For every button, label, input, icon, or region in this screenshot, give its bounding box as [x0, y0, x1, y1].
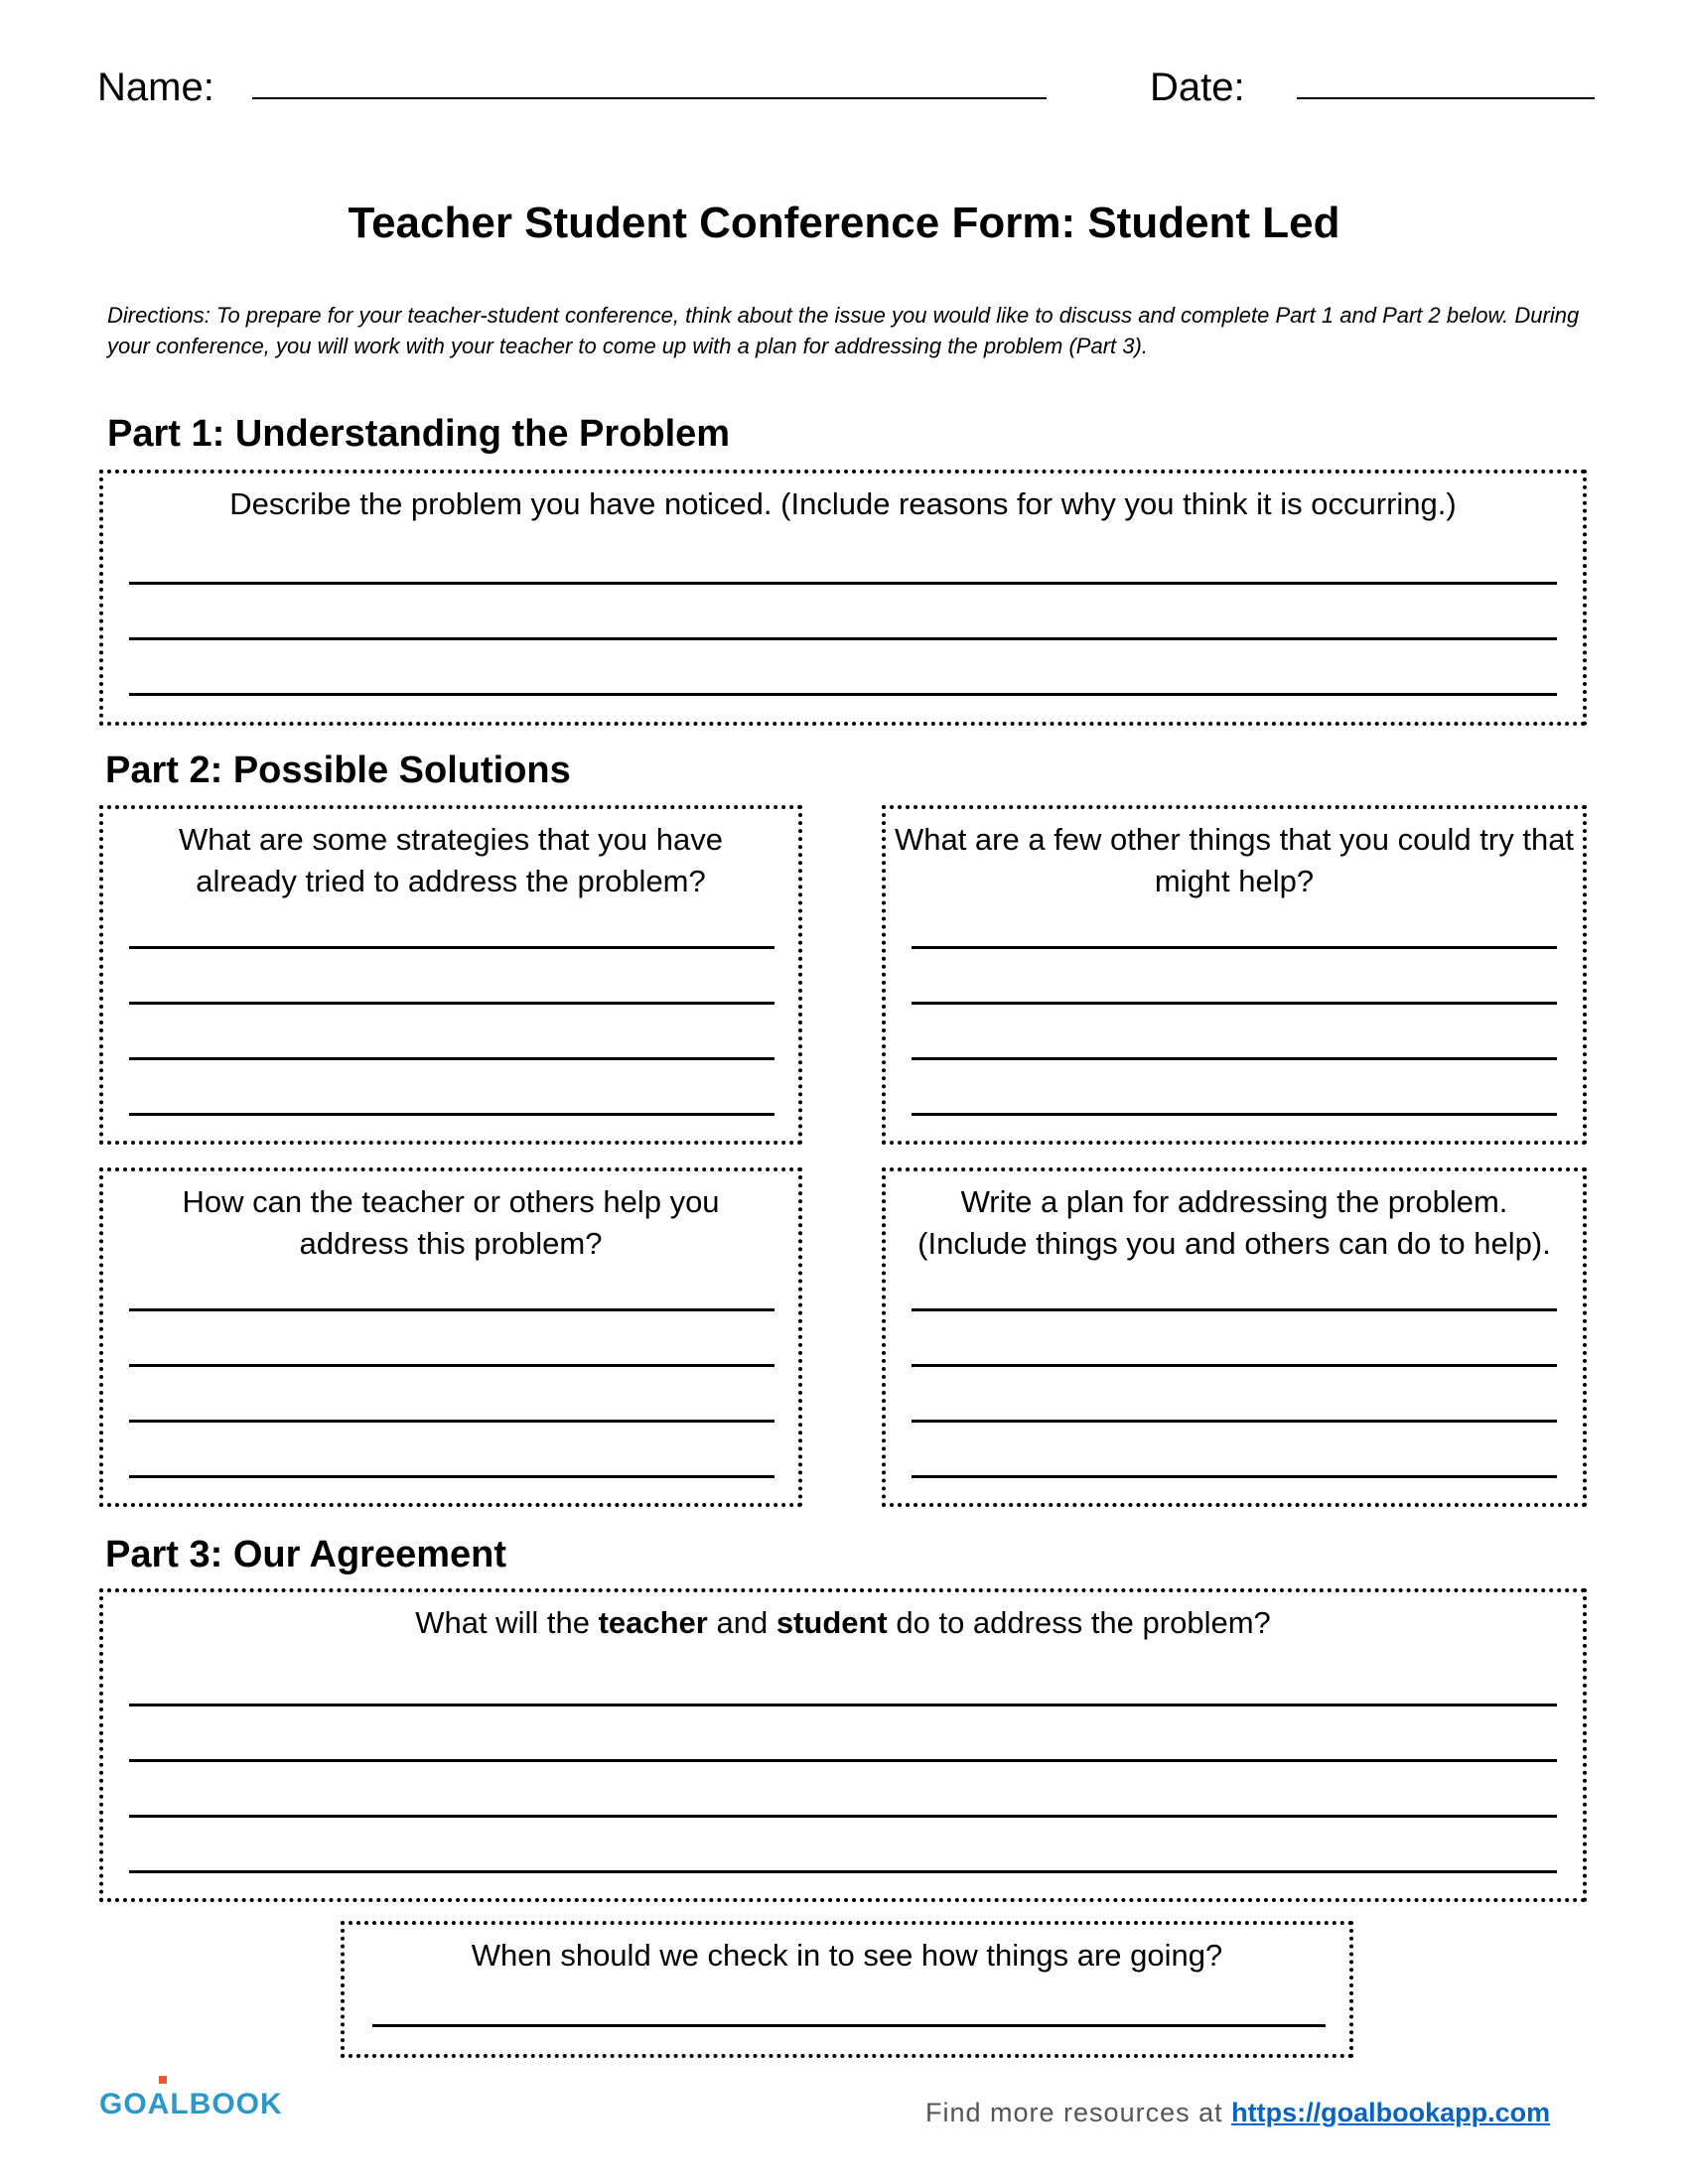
directions-text: Directions: To prepare for your teacher-student conference, think about the issue you would like to discuss and complete Part 1 and Part 2 below. During your conference, you will work with your teacher to come up with a plan for addressing the problem (Part 3). — [107, 303, 1580, 358]
part2-box3-write-line-4[interactable] — [129, 1475, 774, 1478]
checkin-box — [341, 1921, 1353, 2058]
part3-write-line-4[interactable] — [129, 1870, 1557, 1873]
part2-box2-write-line-1[interactable] — [912, 946, 1557, 949]
part2-box-tried-strategies — [99, 805, 802, 1145]
part1-box — [99, 470, 1587, 726]
footer-resources — [925, 2098, 1550, 2128]
part2-box2-write-line-4[interactable] — [912, 1113, 1557, 1116]
part3-agreement-box — [99, 1588, 1587, 1902]
part3-heading: Part 3: Our Agreement — [105, 1534, 507, 1575]
part2-box4-write-line-4[interactable] — [912, 1475, 1557, 1478]
part3-prompt-pre: What will the — [415, 1605, 599, 1640]
part2-box3-prompt: How can the teacher or others help you address this problem? — [182, 1184, 720, 1261]
part3-prompt-and: and — [707, 1605, 776, 1640]
part2-heading: Part 2: Possible Solutions — [105, 750, 571, 791]
part2-box1-prompt: What are some strategies that you have already tried to address the problem? — [179, 822, 723, 898]
part3-prompt — [103, 1602, 1583, 1644]
logo-text: GOALBOOK — [99, 2088, 283, 2120]
part1-write-line-1[interactable] — [129, 582, 1557, 585]
date-field[interactable] — [1297, 97, 1595, 99]
part2-box3-write-line-1[interactable] — [129, 1308, 774, 1311]
part2-box4-write-line-1[interactable] — [912, 1308, 1557, 1311]
name-label: Name: — [97, 66, 214, 109]
part1-write-line-3[interactable] — [129, 693, 1557, 696]
goalbook-logo — [99, 2088, 283, 2121]
part3-write-line-3[interactable] — [129, 1815, 1557, 1818]
checkin-prompt: When should we check in to see how things are going? — [471, 1938, 1223, 1973]
part3-prompt-teacher: teacher — [598, 1605, 708, 1640]
part2-box3-write-line-3[interactable] — [129, 1420, 774, 1423]
part2-box4-write-line-2[interactable] — [912, 1364, 1557, 1367]
page-title: Teacher Student Conference Form: Student Led — [348, 199, 1340, 247]
part3-prompt-student: student — [775, 1605, 888, 1640]
part2-box1-write-line-3[interactable] — [129, 1057, 774, 1060]
part2-box4-prompt-line1: Write a plan for addressing the problem. — [960, 1184, 1508, 1219]
part2-box3-write-line-2[interactable] — [129, 1364, 774, 1367]
part2-box2-prompt: What are a few other things that you could try that might help? — [894, 822, 1575, 898]
part3-write-line-2[interactable] — [129, 1759, 1557, 1762]
date-label: Date: — [1150, 66, 1245, 109]
part2-box1-write-line-1[interactable] — [129, 946, 774, 949]
part2-box-teacher-help — [99, 1167, 802, 1507]
logo-flag-icon — [159, 2076, 167, 2084]
part1-prompt: Describe the problem you have noticed. (Include reasons for why you think it is occurring.) — [229, 486, 1457, 521]
checkin-write-line[interactable] — [372, 2024, 1326, 2027]
goalbook-link[interactable]: https://goalbookapp.com — [1231, 2098, 1551, 2127]
part2-box4-write-line-3[interactable] — [912, 1420, 1557, 1423]
part2-box-other-ideas — [882, 805, 1587, 1145]
part3-write-line-1[interactable] — [129, 1704, 1557, 1706]
part2-box4-prompt-line2: (Include things you and others can do to help). — [917, 1226, 1551, 1261]
name-field[interactable] — [252, 97, 1047, 99]
part2-box2-write-line-3[interactable] — [912, 1057, 1557, 1060]
part2-box1-write-line-4[interactable] — [129, 1113, 774, 1116]
part1-write-line-2[interactable] — [129, 637, 1557, 640]
part2-box-write-plan — [882, 1167, 1587, 1507]
part2-box1-write-line-2[interactable] — [129, 1002, 774, 1005]
part2-box2-write-line-2[interactable] — [912, 1002, 1557, 1005]
part3-prompt-post: do to address the problem? — [887, 1605, 1271, 1640]
footer-resources-text: Find more resources at — [925, 2098, 1232, 2127]
part1-heading: Part 1: Understanding the Problem — [107, 413, 731, 455]
